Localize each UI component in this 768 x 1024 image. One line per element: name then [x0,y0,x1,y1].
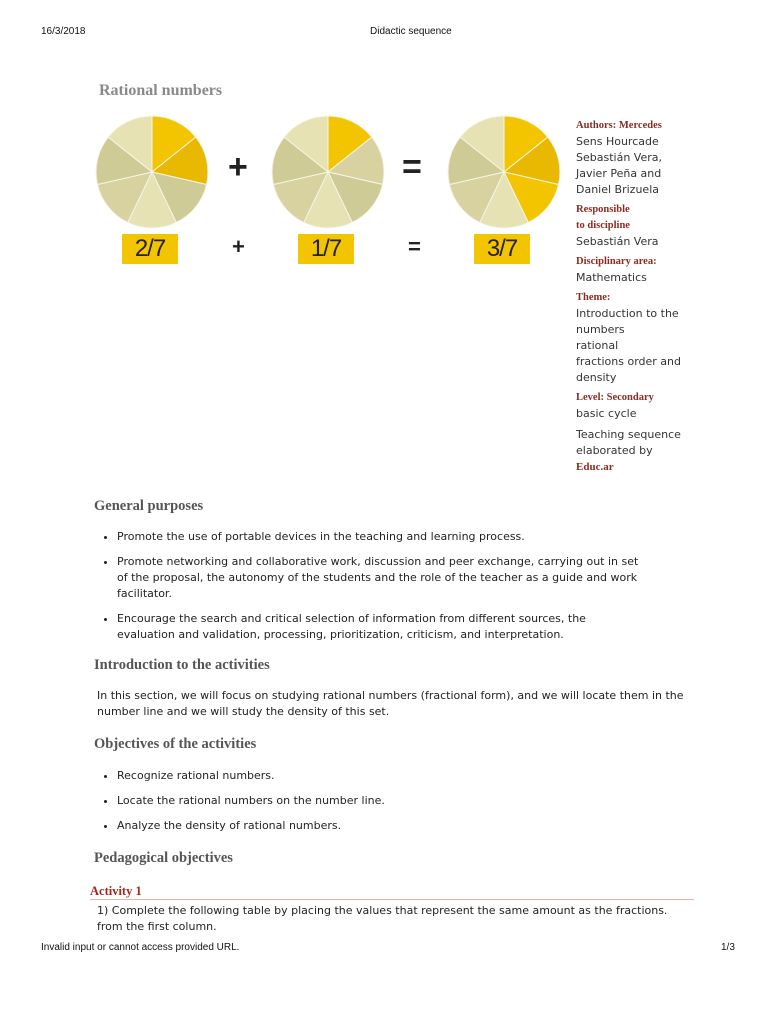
area-value: Mathematics [576,271,647,284]
general-purposes-list [95,529,647,652]
responsible-label: Responsible [576,204,630,215]
list-item: • Locate the rational numbers on the number line. [117,793,677,809]
pie-one-seventh [270,114,386,230]
equals-sign: = [408,234,421,259]
theme-label: Theme: [576,292,611,303]
section-title-introduction: Introduction to the activities [94,657,270,673]
educar-link[interactable]: Educ.ar [576,461,614,473]
level-value: basic cycle [576,407,637,420]
activity-heading [90,880,694,900]
activity-paragraph: 1) Complete the following table by placing the values that represent the same amount as the fractions. from the first column. [97,904,668,933]
area-label: Disciplinary area: [576,256,657,267]
plus-sign: + [228,148,248,186]
teaching-line: elaborated by [576,444,653,457]
teaching-line: Teaching sequence [576,428,681,441]
print-date: 16/3/2018 [41,26,86,37]
author-line: Daniel Brizuela [576,183,659,196]
theme-line: fractions order and [576,355,682,368]
responsible-label-2: to discipline [576,220,630,231]
activity-title: Activity 1 [90,884,142,898]
pie-two-sevenths [94,114,210,230]
pie-three-sevenths [446,114,562,230]
section-title-general-purposes: General purposes [94,498,204,514]
introduction-paragraph: In this section, we will focus on studying rational numbers (fractional form), and we will locate them in the number line and we will study the density of this set. [97,689,684,718]
print-title: Didactic sequence [370,26,452,37]
list-item: • Promote the use of portable devices in the teaching and learning process. [117,529,647,545]
section-title-pedagogical: Pedagogical objectives [94,850,233,866]
list-item: • Promote networking and collaborative work, discussion and peer exchange, carrying out in set of the proposal, the autonomy of the students and the role of the teacher as a guide and work facilitator. [117,554,647,602]
sidebar-credits [576,118,726,475]
responsible-value: Sebastián Vera [576,235,659,248]
plus-sign: + [232,234,245,259]
fraction-label: 1/7 [298,234,354,264]
equals-sign: = [402,148,422,186]
level-label: Level: Secondary [576,392,654,403]
author-line: Sebastián Vera, [576,151,662,164]
theme-line: rational [576,339,619,352]
theme-line: density [576,371,617,384]
page-title: Rational numbers [99,82,223,99]
list-item: • Analyze the density of rational numbers. [117,818,677,834]
fraction-label: 2/7 [122,234,178,264]
objectives-list [95,768,677,843]
author-line: Javier Peña and [576,167,662,180]
fraction-addition-figure [90,110,570,270]
page-number: 1/3 [721,942,735,953]
footer-message: Invalid input or cannot access provided URL. [41,942,240,953]
theme-line: Introduction to the [576,307,679,320]
theme-line: numbers [576,323,625,336]
list-item: • Encourage the search and critical selection of information from different sources, the evaluation and validation, processing, prioritization, criticism, and interpretation. [117,611,647,643]
section-title-objectives: Objectives of the activities [94,736,257,752]
fraction-label: 3/7 [474,234,530,264]
author-line: Sens Hourcade [576,135,659,148]
list-item: • Recognize rational numbers. [117,768,677,784]
authors-label: Authors: Mercedes [576,120,662,131]
